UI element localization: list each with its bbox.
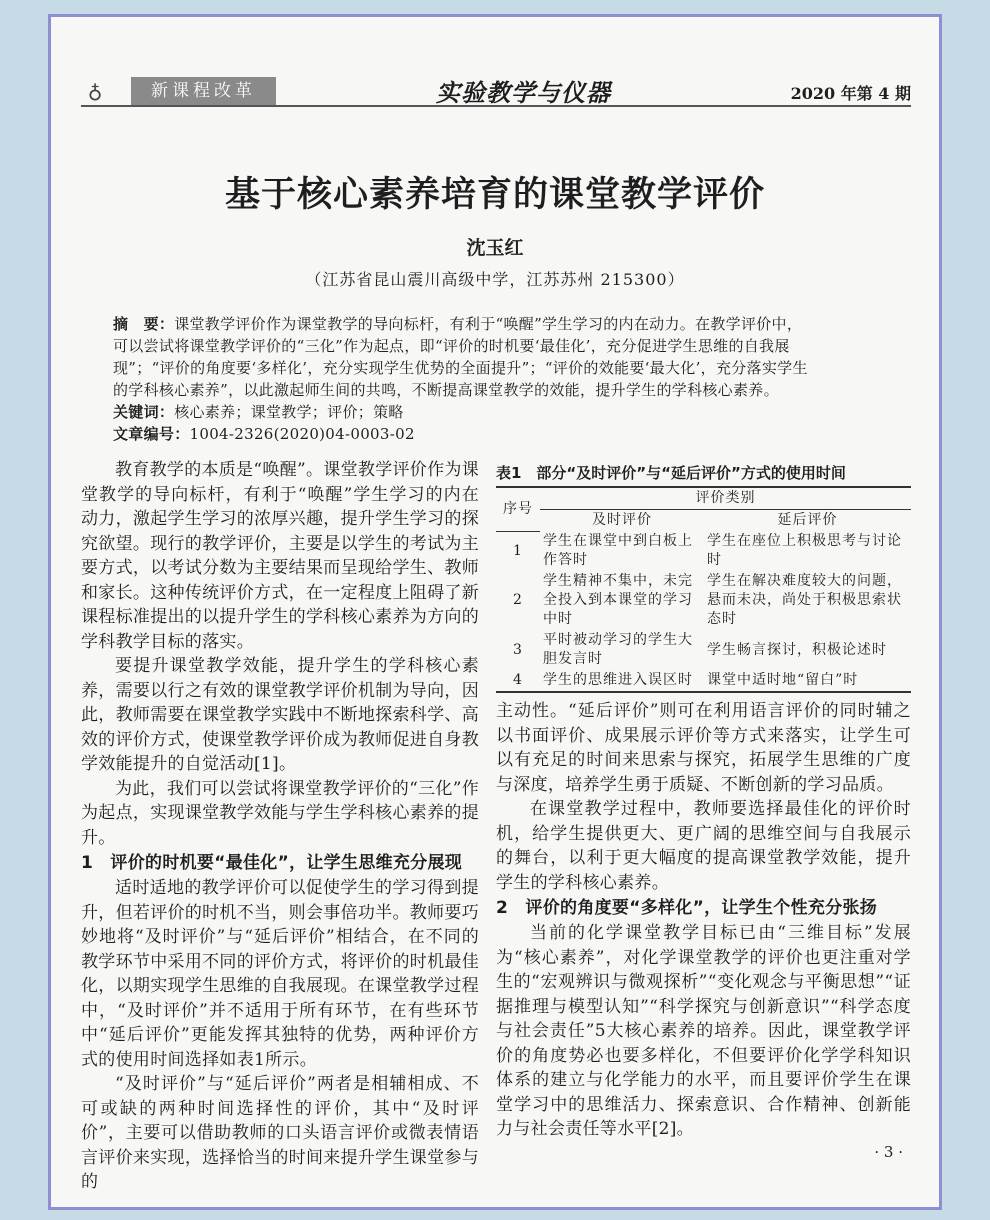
paragraph: 主动性。“延后评价”则可在利用语言评价的同时辅之以书面评价、成果展示评价等方式来落实，让学生可以有充足的时间来思索与探究，拓展学生思维的广度与深度，培养学生勇于质疑、不断创新的学习品质。 <box>496 701 911 795</box>
paragraph: 要提升课堂教学效能，提升学生的学科核心素养，需要以行之有效的课堂教学评价机制为导向，因此，教师需要在课堂教学实践中不断地探索科学、高效的评价方式，使课堂教学评价成为教师促进自身教学效能提升的自觉活动[1]。 <box>81 656 479 774</box>
table-row <box>496 630 911 670</box>
cell-a: 学生在课堂中到白板上作答时 <box>543 533 693 568</box>
right-column <box>496 699 911 1142</box>
section-label: 新课程改革 <box>131 77 276 105</box>
cell-no: 1 <box>513 542 523 559</box>
issue-label: 2020 年第 4 期 <box>790 84 911 103</box>
cell-b: 课堂中适时地“留白”时 <box>706 672 859 688</box>
abstract-label: 摘 要： <box>113 315 175 333</box>
keywords-label: 关键词： <box>113 403 175 421</box>
table-row <box>496 571 911 630</box>
cell-no: 2 <box>513 592 523 608</box>
journal-page <box>48 14 942 1210</box>
journal-name: 实验教学与仪器 <box>436 78 611 107</box>
table-row <box>496 531 911 571</box>
article-id: 1004-2326(2020)04-0003-02 <box>189 425 415 443</box>
keywords: 核心素养；课堂教学；评价；策略 <box>174 403 404 421</box>
section-heading-2: 2 评价的角度要“多样化”，让学生个性充分张扬 <box>496 898 878 918</box>
section-heading-1: 1 评价的时机要“最佳化”，让学生思维充分展现 <box>81 853 463 873</box>
paragraph: 为此，我们可以尝试将课堂教学评价的“三化”作为起点，实现课堂教学效能与学生学科核心素养的提升。 <box>81 778 479 848</box>
col-header-b: 延后评价 <box>777 512 838 528</box>
abstract-block <box>113 313 813 445</box>
paragraph: 适时适地的教学评价可以促使学生的学习得到提升，但若评价的时机不当，则会事倍功半。教师要巧妙地将“及时评价”与“延后评价”相结合，在不同的教学环节中采用不同的评价方式，将评价的时机最佳化，以期实现学生思维的自我展现。在课堂教学过程中，“及时评价”并不适用于所有环节，在有些环节中“延后评价”更能发挥其独特的优势，两种评价方式的使用时间选择如表1所示。 <box>81 878 479 1070</box>
author: 沈玉红 <box>466 237 524 259</box>
col-header-group: 评价类别 <box>540 487 911 510</box>
col-header-a: 及时评价 <box>591 512 652 528</box>
cell-b: 学生畅言探讨，积极论述时 <box>706 641 887 658</box>
page-number: · 3 · <box>874 1142 903 1161</box>
article-id-label: 文章编号： <box>113 425 190 443</box>
affiliation: （江苏省昆山震川高级中学，江苏苏州 215300） <box>305 270 685 289</box>
col-header-no: 序号 <box>496 487 540 531</box>
cell-a: 平时被动学习的学生大胆发言时 <box>543 632 693 667</box>
cell-a: 学生的思维进入误区时 <box>543 672 693 688</box>
table-row <box>496 670 911 692</box>
cell-no: 4 <box>513 672 523 688</box>
abstract-text: 课堂教学评价作为课堂教学的导向标杆，有利于“唤醒”学生学习的内在动力。在教学评价中，可以尝试将课堂教学评价的“三化”作为起点，即“评价的时机要‘最佳化’，充分促进学生思维的自我展现”；“评价的角度要‘多样化’，充分实现学生优势的全面提升”；“评价的效能要‘最大化’，充分落实学生的学科核心素养”，以此激起师生间的共鸣，不断提高课堂教学的效能，提升学生的学科核心素养。 <box>113 315 808 399</box>
running-header <box>81 75 911 107</box>
table-caption: 表1 部分“及时评价”与“延后评价”方式的使用时间 <box>496 464 846 482</box>
paragraph: 当前的化学课堂教学目标已由“三维目标”发展为“核心素养”，对化学课堂教学的评价也更注重对学生的“宏观辨识与微观探析”“变化观念与平衡思想”“证据推理与模型认知”“科学探究与创新意识”“科学态度与社会责任”5大核心素养的培养。因此，课堂教学评价的角度势必也要多样化，不但要评价化学学科知识体系的建立与化学能力的水平，而且要评价学生在课堂学习中的思维活力、探索意识、合作精神、创新能力与社会责任等水平[2]。 <box>496 923 911 1139</box>
left-column <box>81 458 479 1195</box>
cell-b: 学生在座位上积极思考与讨论时 <box>706 533 902 568</box>
cell-no: 3 <box>513 641 523 658</box>
paragraph: 教育教学的本质是“唤醒”。课堂教学评价作为课堂教学的导向标杆，有利于“唤醒”学生学习的内在动力，激起学生学习的浓厚兴趣，提升学生学习的探究欲望。现行的教学评价，主要是以学生的考试为主要方式，以考试分数为主要结果而呈现给学生、教师和家长。这种传统评价方式，在一定程度上阻碍了新课程标准提出的以提升学生的学科核心素养为方向的学科教学目标的落实。 <box>81 460 479 652</box>
right-column-flow <box>496 463 911 1162</box>
table-1 <box>496 463 911 693</box>
cell-b: 学生在解决难度较大的问题，悬而未决，尚处于积极思索状态时 <box>706 573 902 627</box>
paragraph: 在课堂教学过程中，教师要选择最佳化的评价时机，给学生提供更大、更广阔的思维空间与自我展示的舞台，以利于更大幅度的提高课堂教学效能，提升学生的学科核心素养。 <box>496 799 911 893</box>
journal-logo-icon: ♁ <box>87 79 103 103</box>
paragraph: “及时评价”与“延后评价”两者是相辅相成、不可或缺的两种时间选择性的评价，其中“及时评价”，主要可以借助教师的口头语言评价或微表情语言评价来实现，选择恰当的时间来提升学生课堂参与的 <box>81 1074 479 1192</box>
cell-a: 学生精神不集中，未完全投入到本课堂的学习中时 <box>543 573 693 627</box>
article-title: 基于核心素养培育的课堂教学评价 <box>224 175 765 215</box>
